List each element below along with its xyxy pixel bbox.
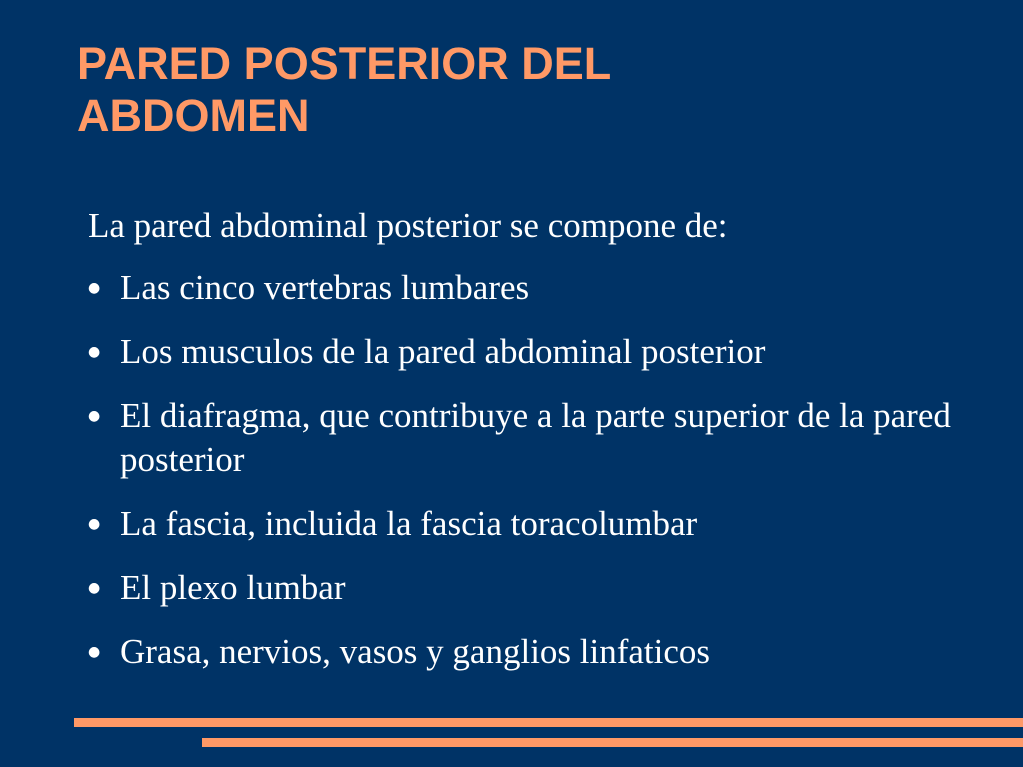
bullet-icon: ●: [88, 408, 101, 424]
bullet-text: Grasa, nervios, vasos y ganglios linfaticos: [120, 632, 711, 671]
accent-bar-top: [74, 718, 1023, 727]
bullet-icon: ●: [88, 344, 101, 360]
bullet-item: [88, 330, 978, 374]
bullet-text: La fascia, incluida la fascia toracolumbar: [120, 504, 698, 543]
bullet-item: [88, 566, 978, 610]
bullet-text: El plexo lumbar: [120, 568, 346, 607]
bullet-list: [88, 266, 978, 694]
bullet-icon: ●: [88, 644, 101, 660]
intro-text: La pared abdominal posterior se compone de:: [88, 206, 728, 245]
bullet-item: [88, 394, 978, 482]
bullet-text: Los musculos de la pared abdominal posterior: [120, 332, 766, 371]
slide-title-line-2: ABDOMEN: [77, 90, 310, 141]
bullet-item: [88, 266, 978, 310]
bullet-item: [88, 502, 978, 546]
slide-title: [77, 38, 977, 142]
bullet-item: [88, 630, 978, 674]
bullet-icon: ●: [88, 516, 101, 532]
accent-bar-bottom: [202, 738, 1023, 747]
slide-title-line-1: PARED POSTERIOR DEL: [77, 38, 612, 89]
bullet-icon: ●: [88, 580, 101, 596]
bullet-text: Las cinco vertebras lumbares: [120, 268, 530, 307]
bullet-icon: ●: [88, 280, 101, 296]
bullet-text: El diafragma, que contribuye a la parte superior de la pared posterior: [120, 396, 951, 479]
